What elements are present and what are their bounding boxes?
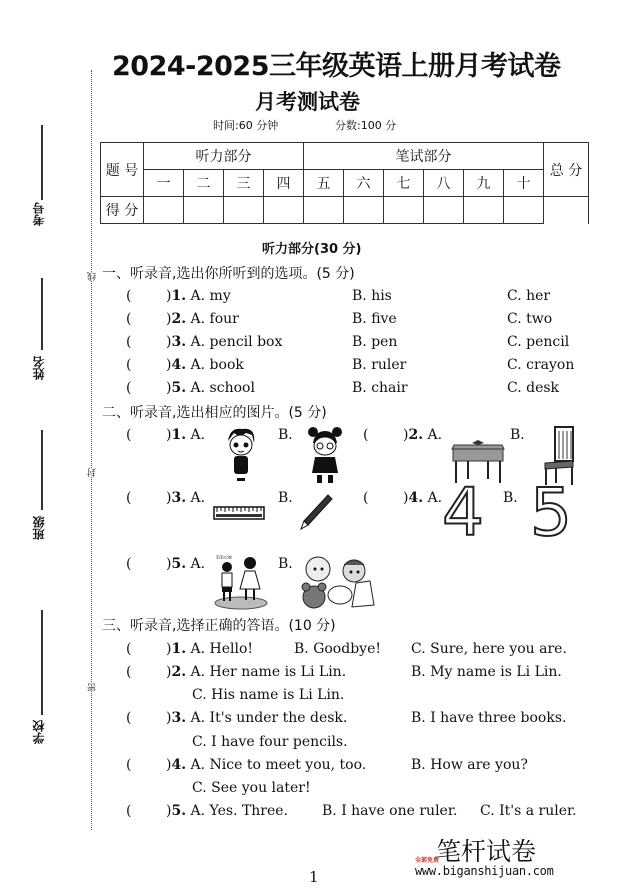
option-b-label: B. — [510, 427, 525, 443]
exam-number-line — [41, 125, 43, 200]
page-title: 2024-2025三年级英语上册月考试卷 — [112, 51, 561, 82]
score-table — [100, 142, 589, 224]
s2-item-1: ( )1. A. — [126, 427, 206, 443]
col-5: 五 — [304, 170, 344, 197]
answer-blank[interactable]: ) — [403, 427, 409, 443]
s1-item-1: ( )1. A. my — [126, 288, 231, 304]
col-2: 二 — [184, 170, 224, 197]
score-row-header: 得 分 — [101, 197, 144, 224]
exam-number-label: 考号 — [32, 202, 46, 226]
option-c: C. her — [507, 288, 551, 304]
pencil-picture — [300, 493, 334, 531]
brand-tag: 全部免费 — [415, 857, 440, 864]
option-c: C. pencil — [507, 334, 570, 350]
answer-blank[interactable]: ) — [166, 710, 172, 726]
school-line — [41, 610, 43, 715]
score-cell[interactable] — [304, 197, 344, 224]
option-b: B. ruler — [352, 357, 407, 373]
s3-item-1: ( )1. A. Hello! — [126, 641, 254, 657]
option-c: C. His name is Li Lin. — [192, 687, 345, 703]
s2-item-4: ( )4. A. — [363, 490, 443, 506]
total-score-header: 总 分 — [544, 143, 589, 197]
number-4-picture: 4 — [442, 474, 484, 551]
writing-group-header: 笔试部分 — [304, 143, 544, 170]
option-b: B. five — [352, 311, 397, 327]
option-c: C. crayon — [507, 357, 575, 373]
s1-item-2: ( )2. A. four — [126, 311, 239, 327]
option-b: B. Goodbye! — [294, 641, 381, 657]
option-a: A. book — [190, 357, 244, 373]
s1-item-3: ( )3. A. pencil box — [126, 334, 283, 350]
option-b-label: B. — [278, 427, 293, 443]
kids-greeting-picture — [212, 553, 270, 611]
score-cell[interactable] — [144, 197, 184, 224]
option-b-label: B. — [278, 490, 293, 506]
option-b: B. My name is Li Lin. — [411, 664, 562, 680]
class-line — [41, 430, 43, 510]
option-c: C. It's a ruler. — [480, 803, 577, 819]
answer-blank[interactable]: ) — [166, 380, 172, 396]
brand-name: 笔杆试卷 — [436, 837, 537, 866]
answer-blank[interactable]: ) — [166, 803, 172, 819]
svg-text:ℬℬ⊂ℵ: ℬℬ⊂ℵ — [216, 555, 232, 561]
answer-blank[interactable]: ) — [166, 311, 172, 327]
s2-item-2: ( )2. A. — [363, 427, 443, 443]
class-label: 班级 — [32, 516, 46, 540]
ruler-picture — [213, 506, 265, 520]
option-a: A. four — [190, 311, 239, 327]
option-c: C. desk — [507, 380, 560, 396]
number-5-picture: 5 — [530, 474, 572, 551]
option-b: B. chair — [352, 380, 408, 396]
option-b-label: B. — [278, 556, 293, 572]
option-c: C. I have four pencils. — [192, 734, 348, 750]
listening-group-header: 听力部分 — [144, 143, 304, 170]
s3-item-4: ( )4. A. Nice to meet you, too. — [126, 757, 367, 773]
exam-total-score: 分数:100 分 — [335, 119, 397, 132]
score-cell[interactable] — [264, 197, 304, 224]
s2-item-3: ( )3. A. — [126, 490, 206, 506]
option-c: C. two — [507, 311, 553, 327]
col-4: 四 — [264, 170, 304, 197]
col-8: 八 — [424, 170, 464, 197]
score-cell[interactable] — [424, 197, 464, 224]
exam-time: 时间:60 分钟 — [213, 119, 279, 132]
answer-blank[interactable]: ) — [166, 288, 172, 304]
s3-item-2: ( )2. A. Her name is Li Lin. — [126, 664, 347, 680]
option-c: C. See you later! — [192, 780, 311, 796]
option-a: A. school — [190, 380, 255, 396]
s3-item-3: ( )3. A. It's under the desk. — [126, 710, 348, 726]
option-b-label: B. — [503, 490, 518, 506]
col-10: 十 — [504, 170, 544, 197]
score-cell[interactable] — [344, 197, 384, 224]
listening-section-title: 听力部分(30 分) — [262, 242, 362, 257]
option-a: A. my — [190, 288, 231, 304]
option-b: B. I have one ruler. — [322, 803, 458, 819]
section2-heading: 二、听录音,选出相应的图片。(5 分) — [102, 405, 327, 421]
score-cell[interactable] — [224, 197, 264, 224]
boy-picture — [222, 425, 260, 485]
question-number-header: 题 号 — [101, 143, 144, 197]
s2-item-5: ( )5. A. — [126, 556, 206, 572]
score-cell[interactable] — [384, 197, 424, 224]
girls-with-toys-picture — [298, 553, 378, 611]
score-cell[interactable] — [184, 197, 224, 224]
total-score-cell[interactable] — [544, 197, 589, 224]
binding-dotted-line — [91, 70, 92, 830]
cut-mark-mi: 密 — [88, 683, 98, 692]
col-1: 一 — [144, 170, 184, 197]
option-c: C. Sure, here you are. — [411, 641, 567, 657]
col-3: 三 — [224, 170, 264, 197]
col-6: 六 — [344, 170, 384, 197]
option-b: B. I have three books. — [411, 710, 567, 726]
answer-blank[interactable]: ) — [403, 490, 409, 506]
s1-item-4: ( )4. A. book — [126, 357, 244, 373]
s1-item-5: ( )5. A. school — [126, 380, 255, 396]
s3-item-5: ( )5. A. Yes. Three. — [126, 803, 289, 819]
option-b: B. pen — [352, 334, 398, 350]
cut-mark-xian: 线 — [88, 272, 98, 281]
answer-blank[interactable]: ) — [166, 490, 172, 506]
name-label: 姓名 — [32, 356, 46, 380]
answer-blank[interactable]: ) — [166, 664, 172, 680]
answer-blank[interactable]: ) — [166, 357, 172, 373]
option-a: A. pencil box — [190, 334, 283, 350]
brand-url[interactable]: www.biganshijuan.com — [415, 864, 554, 878]
option-b: B. his — [352, 288, 392, 304]
section1-heading: 一、听录音,选出你所听到的选项。(5 分) — [102, 266, 355, 282]
answer-blank[interactable]: ) — [166, 334, 172, 350]
col-7: 七 — [384, 170, 424, 197]
school-label: 学校 — [32, 720, 46, 744]
option-b: B. How are you? — [411, 757, 528, 773]
section3-heading: 三、听录音,选择正确的答语。(10 分) — [102, 618, 336, 634]
answer-blank[interactable]: ) — [166, 556, 172, 572]
col-9: 九 — [464, 170, 504, 197]
page-number: 1 — [309, 868, 319, 886]
girl-picture — [305, 425, 345, 487]
answer-blank[interactable]: ) — [166, 427, 172, 443]
page-subtitle: 月考测试卷 — [255, 90, 360, 114]
score-cell[interactable] — [504, 197, 544, 224]
score-cell[interactable] — [464, 197, 504, 224]
answer-blank[interactable]: ) — [166, 641, 172, 657]
answer-blank[interactable]: ) — [166, 757, 172, 773]
name-line — [41, 278, 43, 350]
cut-mark-feng: 封 — [88, 468, 98, 477]
